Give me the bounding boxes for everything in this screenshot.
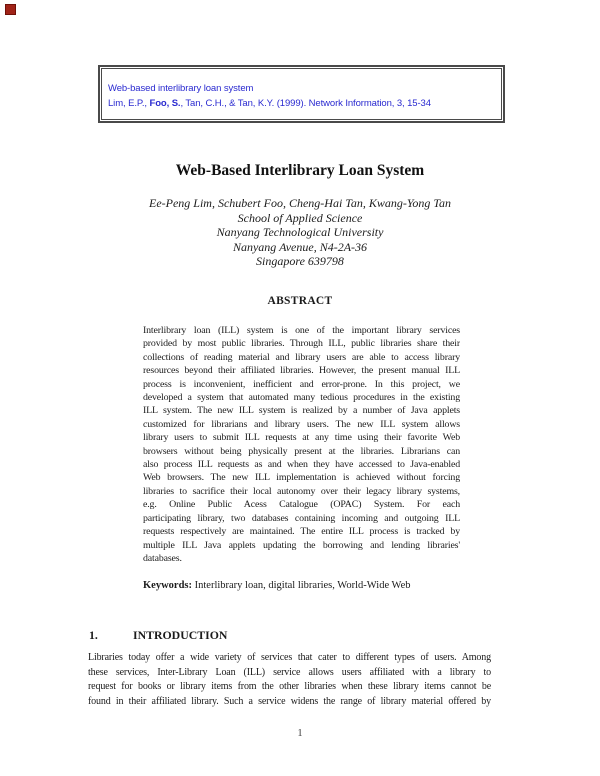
- text-line: requests respectively are maintained. The entire ILL process is tracked by: [143, 526, 460, 538]
- authors-block: [0, 196, 600, 269]
- text-line: Web browsers. The new ILL implementation is achieved without forcing: [143, 472, 460, 484]
- text-line: Singapore 639798: [256, 254, 344, 268]
- citation-box: [98, 65, 505, 123]
- keywords-label: Keywords:: [143, 580, 192, 591]
- citation-authors-post: , Tan, C.H., & Tan, K.Y. (1999). Network Information, 3, 15-34: [180, 98, 431, 109]
- abstract-body: [143, 324, 460, 565]
- text-line: developed a system that automated many tedious procedures in the existing: [143, 392, 460, 404]
- abstract-heading: ABSTRACT: [267, 295, 333, 307]
- text-line: Nanyang Avenue, N4-2A-36: [232, 239, 368, 254]
- citation-reference-line: [108, 96, 495, 111]
- text-line: Nanyang Technological University: [216, 225, 384, 239]
- page-number: 1: [297, 728, 303, 739]
- citation-authors-pre: Lim, E.P.,: [108, 98, 150, 109]
- text-line: these services, Inter-Library Loan (ILL) service allows users affiliated with a library to: [88, 666, 491, 678]
- text-line: browsers without being physically present at the libraries. Librarians can: [143, 445, 460, 457]
- citation-text: [101, 68, 502, 120]
- text-line: Libraries today offer a wide variety of services that cater to different types of users. Among: [88, 652, 491, 663]
- introduction-body: [88, 651, 491, 709]
- text-line: Interlibrary loan (ILL) system is one of the important library services: [143, 325, 460, 336]
- section-title: INTRODUCTION: [133, 628, 228, 642]
- introduction-heading: [89, 628, 509, 643]
- paper-title: Web-Based Interlibrary Loan System: [175, 162, 425, 179]
- citation-author-highlight: Foo, S.: [149, 98, 181, 109]
- text-line: request for books or library items from the other libraries when these library items cannot be: [88, 681, 491, 693]
- section-number: 1.: [89, 628, 98, 642]
- text-line: process is inconvenient, inefficient and error-prone. In this project, we: [143, 378, 460, 390]
- text-line: resources beyond their affiliated libraries. However, the present manual ILL: [143, 365, 460, 377]
- text-line: also process ILL requests as and when they have accessed to Java-enabled: [143, 459, 460, 471]
- text-line: collections of reading material and library users are able to access library: [143, 351, 460, 363]
- text-line: provided by most public libraries. Through ILL, public libraries share their: [143, 338, 460, 350]
- text-line: libraries to sacrifice their local autonomy over their legacy library systems,: [143, 485, 460, 497]
- text-line: participating library, two databases containing incoming and outgoing ILL: [143, 512, 460, 524]
- text-line: found in their affiliated library. Such a service widens the range of library material offered by: [88, 695, 491, 707]
- keywords-line: [143, 580, 473, 591]
- text-line: ILL system. The new ILL system is realized by a number of Java applets: [143, 405, 460, 417]
- keywords-text: Interlibrary loan, digital libraries, World-Wide Web: [192, 580, 411, 591]
- page-marker-icon: [5, 4, 16, 15]
- text-line: Ee-Peng Lim, Schubert Foo, Cheng-Hai Tan, Kwang-Yong Tan: [148, 196, 451, 210]
- citation-title-line: Web-based interlibrary loan system: [108, 83, 254, 94]
- text-line: customized for librarians and library users. The new ILL system allows: [143, 418, 460, 430]
- text-line: School of Applied Science: [237, 210, 363, 225]
- text-line: e.g. Online Public Acess Catalogue (OPAC) System. For each: [143, 499, 460, 511]
- text-line: databases.: [143, 552, 182, 564]
- text-line: multiple ILL Java applets updating the borrowing and lending libraries': [143, 539, 460, 551]
- text-line: library users to submit ILL requests at any time using their favorite Web: [143, 432, 460, 444]
